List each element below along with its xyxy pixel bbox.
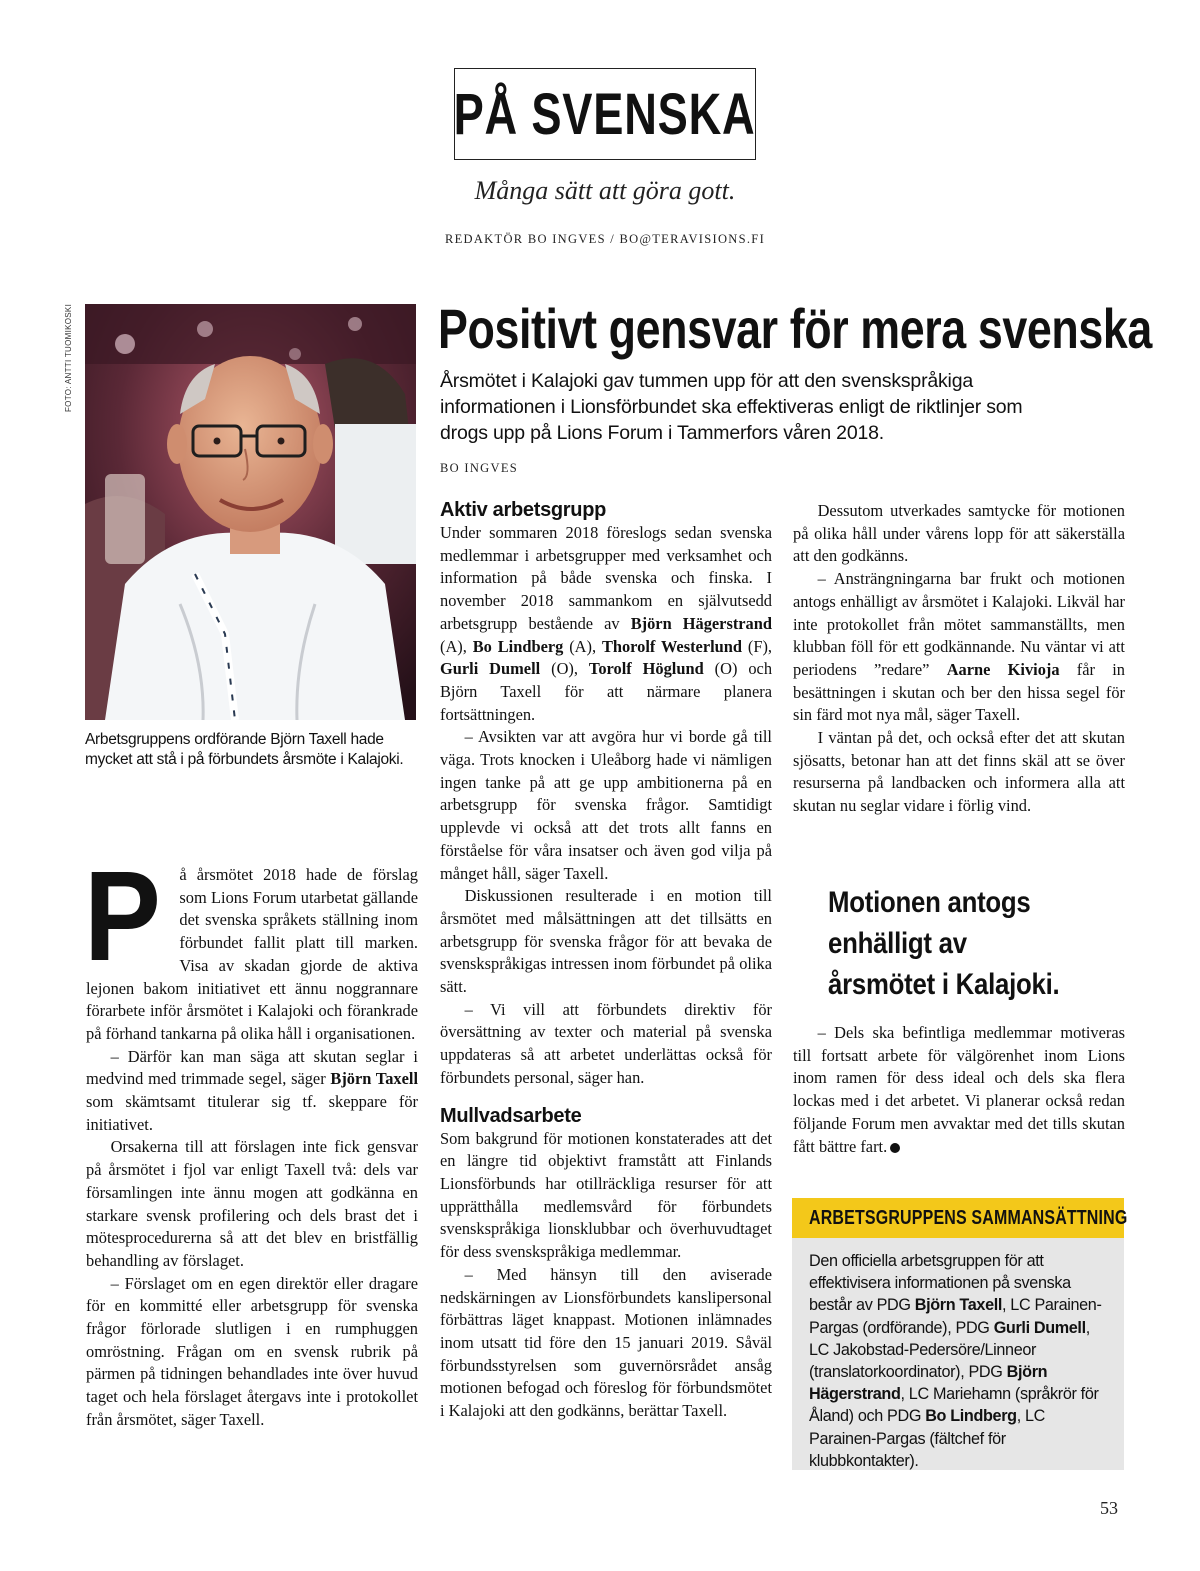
article-column-3-continued	[793, 1022, 1125, 1158]
person-name: Björn Taxell	[914, 1296, 1003, 1315]
person-name: Bo Lindberg	[925, 1407, 1017, 1426]
fact-box-text: , LC Mariehamn (språkrör för Åland) och PDG	[809, 1385, 1099, 1426]
person-name: Thorolf Westerlund	[601, 636, 742, 656]
page-number: 53	[1100, 1498, 1118, 1518]
paragraph-text: (F),	[742, 636, 773, 656]
paragraph	[440, 522, 772, 726]
paragraph	[86, 1046, 418, 1137]
person-name: Björn Taxell	[330, 1069, 418, 1089]
paragraph: – Med hänsyn till den aviserade nedskärningen av Lionsförbundets kanslipersonal förbättras läget knappast. Motionen inlämnades inom utsatt tid före den 15 januari 2019. Såväl förbundsstyrelsen som guvernörsrådet ansåg motionen befogad och föreslog för förbundsmötet i Kalajoki att den godkänns, berättar Taxell.	[440, 1264, 772, 1421]
byline: BO INGVES	[440, 461, 519, 475]
person-name: Gurli Dumell	[993, 1318, 1086, 1337]
article-lead: Årsmötet i Kalajoki gav tummen upp för att den svenskspråkiga informationen i Lionsförbundet ska effektiveras enligt de riktlinjer som drogs upp på Lions Forum i Tammerfors våren 2018.	[440, 370, 1023, 444]
fact-box-header	[792, 1198, 1128, 1238]
editor-line: REDAKTÖR BO INGVES / BO@TERAVISIONS.FI	[444, 232, 766, 246]
paragraph-text: (O),	[540, 659, 589, 679]
paragraph-text: får in besättningen i skutan och ber den hissa segel för sin färd mot nya mål, säger Taxell.	[793, 659, 1125, 725]
pull-quote: Motionen antogs enhälligt av årsmötet i Kalajoki.	[828, 886, 1060, 1001]
paragraph-text: (A),	[563, 636, 602, 656]
paragraph: Diskussionen resulterade i en motion till årsmötet med målsättningen att det tillsätts en arbetsgrupp för svenska frågor för att bevaka de svenskspråkigas intressen inom förbundet på olika sätt.	[440, 886, 772, 997]
paragraph-text: (A),	[440, 636, 473, 656]
fact-box-text: , LC Jakobstad-Pedersöre/Linneor (translatorkoordinator), PDG	[809, 1318, 1090, 1382]
paragraph	[793, 1022, 1125, 1158]
paragraph-text: Under sommaren 2018 föreslogs sedan svenska medlemmar i arbetsgrupper med verksamhet och information på både svenska och finska. I november 2018 sammankom en självutsedd arbetsgrupp bestående av	[440, 523, 772, 633]
person-name: Bo Lindberg	[472, 636, 564, 656]
fact-box-text: , LC Parainen-Pargas (fältchef för klubbkontakter).	[809, 1407, 1045, 1470]
paragraph: – Vi vill att förbundets direktiv för översättning av texter och material på svenska uppdateras så att arbetet underlättas också för förbundets personal, säger han.	[440, 999, 772, 1087]
article-column-1	[84, 845, 418, 1432]
paragraph	[793, 568, 1125, 727]
paragraph-text: å årsmötet 2018 hade de förslag som Lions Forum utarbetat gällande det svenska språkets ställning inom förbundet fallit platt till marken. Visa av skadan gjorde de aktiva lejonen bakom initiativet ett ännu noggrannare förarbete inför årsmötet i Kalajoki och förankrade på förhand tankarna på olika håll i organisationen.	[86, 865, 418, 1043]
paragraph: – Förslaget om en egen direktör eller dragare för en kommitté eller arbetsgrupp för svenska frågor förlorade slutligen i en rumphuggen omröstning. Frågan om en svensk rubrik på pärmen på tidningen behandlades inte över huvud taget och hela förslaget återgavs inte i protokollet från årsmötet, säger Taxell.	[86, 1273, 418, 1429]
paragraph	[84, 845, 418, 1046]
photo-caption: Arbetsgruppens ordförande Björn Taxell hade mycket att stå i på förbundets årsmöte i Kalajoki.	[85, 731, 404, 768]
person-name: Torolf Höglund	[588, 659, 704, 679]
portrait-photo	[85, 304, 416, 720]
drop-cap: P	[84, 845, 161, 988]
article-column-2	[440, 498, 772, 1423]
fact-box-text: , LC Parainen-Pargas (ordförande), PDG	[809, 1296, 1102, 1337]
photo-credit	[64, 304, 80, 414]
fact-box-body	[792, 1238, 1124, 1472]
article-column-3	[793, 500, 1125, 818]
article-headline: Positivt gensvar för mera svenska	[438, 297, 1152, 360]
subheading: Mullvadsarbete	[440, 1104, 582, 1127]
paragraph: I väntan på det, och också efter det att skutan sjösatts, betonar han att det finns skäl att se över resurserna på landbacken och informera alla att skutan nu seglar vidare i förlig vind.	[793, 728, 1125, 816]
tagline: Många sätt att göra gott.	[474, 176, 736, 205]
paragraph: Orsakerna till att förslagen inte fick gensvar på årsmötet i fjol var enligt Taxell två: dels var församlingen inte ännu mogen att godkänna en starkare svensk profilering och dels brast det i mötesprocedurerna så att det blev en bristfällig behandling av förslaget.	[86, 1137, 418, 1270]
paragraph: Dessutom utverkades samtycke för motionen på olika håll under vårens lopp för att säkerställa att den godkänns.	[793, 501, 1125, 566]
person-name: Gurli Dumell	[440, 659, 541, 679]
section-title: PÅ SVENSKA	[454, 81, 756, 147]
paragraph-text: – Därför kan man säga att skutan seglar i medvind med trimmade segel, säger	[86, 1046, 418, 1089]
paragraph: – Avsikten var att avgöra hur vi borde gå till väga. Trots knocken i Uleåborg hade vi nämligen ingen tanke på att ge upp ambitionerna på en arbetsgrupp för svenska frågor. Samtidigt upplevde vi också att det trots allt fanns en förståelse för våra insatser och även god vilja på månget håll, säger Taxell.	[440, 727, 772, 883]
section-title-box	[454, 68, 756, 160]
person-name: Aarne Kivioja	[946, 659, 1060, 679]
fact-box	[792, 1198, 1128, 1470]
person-name: Björn Hägerstrand	[809, 1363, 1048, 1404]
paragraph-text: som skämtsamt titulerar sig tf. skeppare för initiativet.	[86, 1092, 418, 1134]
paragraph-text: (O) och Björn Taxell för att närmare planera fortsättningen.	[440, 659, 773, 724]
fact-box-title: ARBETSGRUPPENS SAMMANSÄTTNING	[809, 1206, 1128, 1229]
person-name: Björn Hägerstrand	[630, 613, 772, 633]
photo-credit-text: FOTO: ANTTI TUOMIKOSKI	[64, 303, 73, 412]
subheading: Aktiv arbetsgrupp	[440, 499, 607, 521]
end-mark-icon	[890, 1143, 900, 1153]
fact-box-text: Den officiella arbetsgruppen för att effektivisera informationen på svenska består av PDG	[809, 1252, 1071, 1315]
paragraph: Som bakgrund för motionen konstaterades att det en längre tid objektivt framstått att Finlands Lionsförbunds har otillräckliga resurser för att upprätthålla medlemsvård för förbundets svenskspråkiga lionsklubbar och överhuvudtaget för dess svenskspråkiga medlemmar.	[440, 1128, 772, 1262]
paragraph-text: – Dels ska befintliga medlemmar motiveras till fortsatt arbete för välgörenhet inom Lions inom ramen för dess ideal och dels ska flera lockas med i det arbetet. Vi planerar också redan följande Forum men avvaktar med det tills skutan fått bättre fart.	[793, 1023, 1125, 1156]
paragraph-text: – Ansträngningarna bar frukt och motionen antogs enhälligt av årsmötet i Kalajoki. Likväl har inte protokollet från mötet sammanställts, men klubban föll för ett godkännande. Nu väntar vi att periodens ”redare”	[793, 569, 1125, 679]
